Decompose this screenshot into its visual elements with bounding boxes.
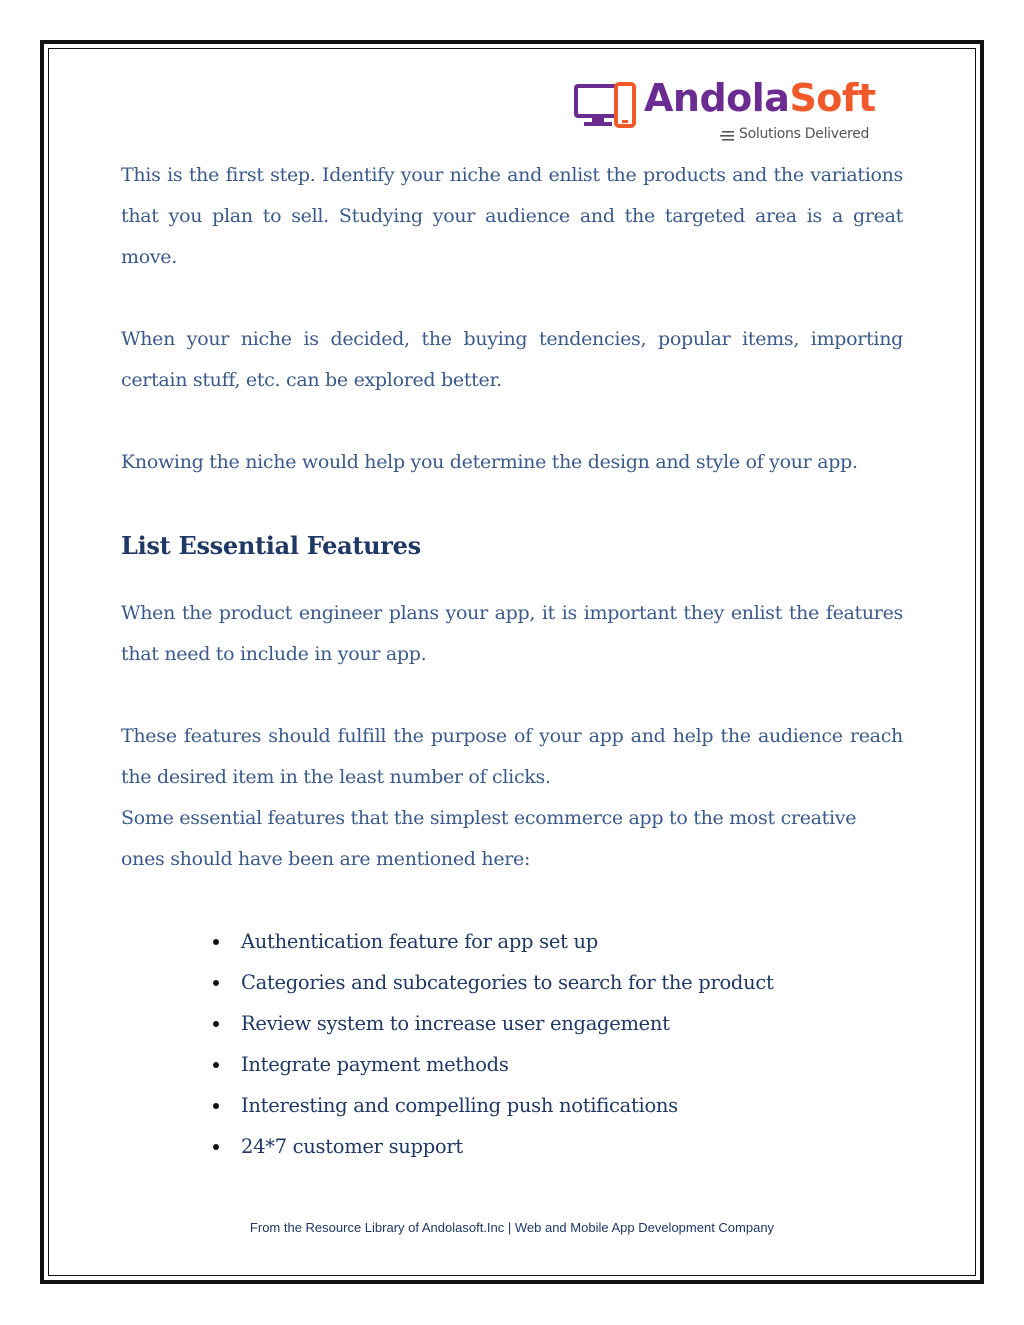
- features-list: [121, 921, 903, 1167]
- bullet-icon: [213, 1021, 219, 1027]
- list-item-text: Review system to increase user engagement: [241, 1012, 670, 1035]
- bullet-icon: [213, 939, 219, 945]
- bullet-icon: [213, 1103, 219, 1109]
- list-item: [209, 962, 903, 1003]
- intro-paragraph: When your niche is decided, the buying tendencies, popular items, importing certain stuff, etc. can be explored better.: [121, 328, 903, 391]
- bullet-icon: [213, 980, 219, 986]
- document-body: [121, 155, 903, 1167]
- list-item: [209, 1003, 903, 1044]
- section-paragraph: Some essential features that the simplest ecommerce app to the most creative ones should have been are mentioned here:: [121, 807, 857, 870]
- page-footer: From the Resource Library of Andolasoft.Inc | Web and Mobile App Development Company: [249, 1220, 775, 1235]
- logo-wordmark: [644, 76, 876, 120]
- intro-paragraph: This is the first step. Identify your niche and enlist the products and the variations that you plan to sell. Studying your audience and the targeted area is a great move.: [121, 164, 903, 268]
- list-item: [209, 921, 903, 962]
- section-paragraph: When the product engineer plans your app, it is important they enlist the features that need to include in your app.: [121, 602, 903, 665]
- bullet-icon: [213, 1062, 219, 1068]
- list-item-text: Authentication feature for app set up: [241, 930, 598, 953]
- section-heading: List Essential Features: [121, 531, 421, 560]
- devices-icon: [574, 82, 638, 130]
- section-paragraph: These features should fulfill the purpose of your app and help the audience reach the desired item in the least number of clicks.: [121, 725, 903, 788]
- logo-tagline: Solutions Delivered: [739, 126, 870, 142]
- list-item: [209, 1126, 903, 1167]
- list-item-text: Interesting and compelling push notifications: [241, 1094, 678, 1117]
- list-item-text: Categories and subcategories to search for the product: [241, 971, 774, 994]
- list-item: [209, 1085, 903, 1126]
- bullet-icon: [213, 1144, 219, 1150]
- list-item-text: 24*7 customer support: [241, 1135, 463, 1158]
- lines-icon: [720, 130, 734, 142]
- list-item-text: Integrate payment methods: [241, 1053, 509, 1076]
- andolasoft-logo: [574, 78, 884, 148]
- logo-wordmark-part1: Andola: [644, 76, 790, 120]
- list-item: [209, 1044, 903, 1085]
- intro-paragraph: Knowing the niche would help you determine the design and style of your app.: [121, 451, 858, 473]
- logo-wordmark-part2: Soft: [789, 76, 876, 120]
